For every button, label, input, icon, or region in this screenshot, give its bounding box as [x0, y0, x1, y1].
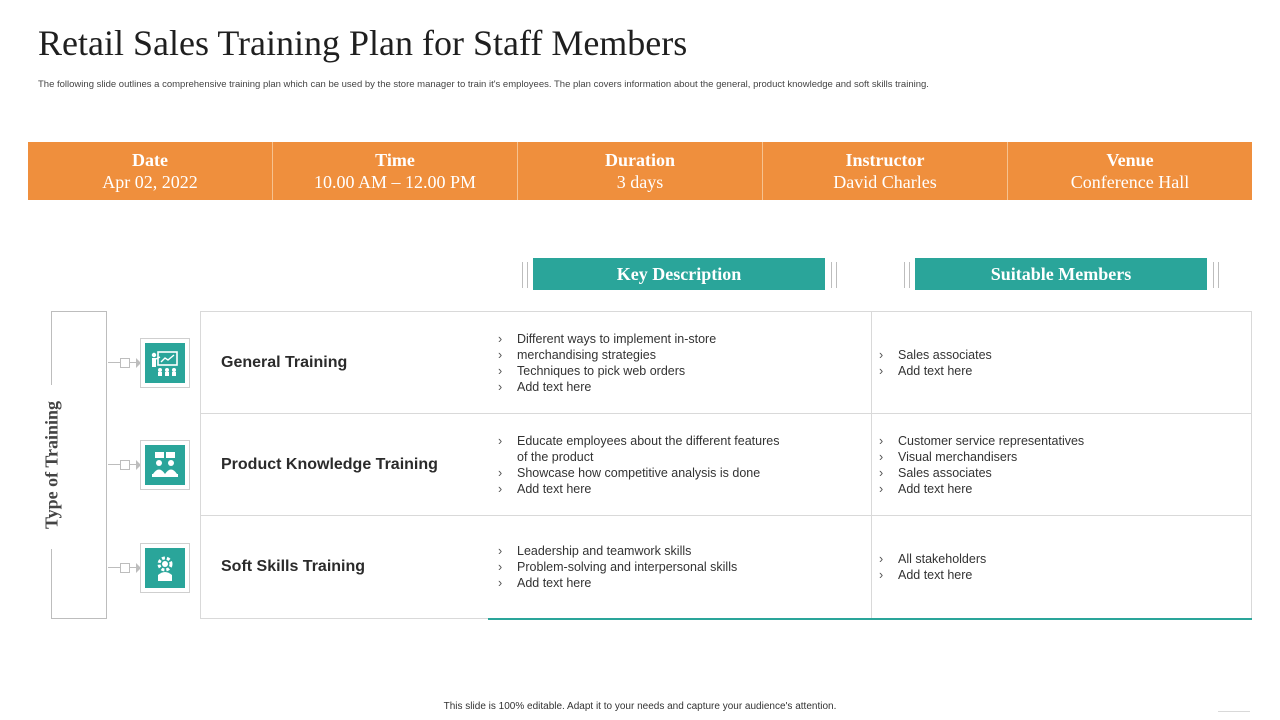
- list-item: › Visual merchandisers: [879, 449, 1219, 465]
- info-cell-venue: [1008, 142, 1252, 200]
- header-tick: [527, 262, 528, 288]
- session-info-bar: [28, 142, 1252, 200]
- icon-box-general: [140, 338, 190, 388]
- team-meeting-icon: [150, 451, 180, 479]
- info-cell-instructor: [763, 142, 1008, 200]
- key-description-list: [498, 433, 828, 497]
- header-tick: [836, 262, 837, 288]
- list-item: › Different ways to implement in-store: [498, 331, 828, 347]
- page-subtitle: The following slide outlines a comprehensive training plan which can be used by the store manager to train it's employees. The plan covers information about the general, product knowledge and soft skills training.: [38, 79, 929, 90]
- list-item: › Add text here: [498, 481, 828, 497]
- table-row: [201, 312, 1251, 414]
- row-connector: [108, 460, 140, 470]
- header-tick: [904, 262, 905, 288]
- list-item: › Add text here: [498, 379, 828, 395]
- training-type-title: Soft Skills Training: [221, 558, 366, 575]
- list-item: › All stakeholders: [879, 551, 1219, 567]
- corner-line: [1218, 711, 1250, 712]
- info-label: Venue: [1106, 150, 1154, 170]
- list-item: of the product: [517, 449, 594, 464]
- table-row: [201, 516, 1251, 618]
- row-connector: [108, 563, 140, 573]
- side-label: Type of Training: [41, 400, 62, 530]
- table-accent-line: [488, 618, 1252, 620]
- header-tick: [831, 262, 832, 288]
- key-description-list: [498, 331, 828, 395]
- info-label: Date: [132, 150, 168, 170]
- info-label: Duration: [604, 150, 675, 170]
- list-item: › Add text here: [879, 481, 1219, 497]
- list-item: › Techniques to pick web orders: [498, 363, 828, 379]
- info-value: Conference Hall: [1070, 172, 1190, 192]
- info-cell-time: [273, 142, 518, 200]
- header-tick: [522, 262, 523, 288]
- key-description-list: [498, 543, 828, 591]
- info-value: Apr 02, 2022: [102, 172, 198, 192]
- info-value: David Charles: [833, 172, 937, 192]
- presentation-icon: [150, 349, 180, 377]
- list-item: › Add text here: [498, 575, 828, 591]
- suitable-members-list: [879, 433, 1219, 497]
- training-type-title: General Training: [221, 353, 348, 371]
- info-cell-date: [28, 142, 273, 200]
- key-description-header: Key Description: [533, 258, 825, 290]
- footer-note: This slide is 100% editable. Adapt it to your needs and capture your audience's attention.: [443, 701, 837, 712]
- training-type-title: Product Knowledge Training: [221, 455, 438, 473]
- info-cell-duration: [518, 142, 763, 200]
- list-item: › Customer service representatives: [879, 433, 1219, 449]
- header-tick: [909, 262, 910, 288]
- list-item: › Add text here: [879, 567, 1219, 583]
- header-tick: [1218, 262, 1219, 288]
- training-table: [200, 311, 1252, 619]
- list-item: › Add text here: [879, 363, 1219, 379]
- info-value: 3 days: [616, 172, 664, 192]
- info-value: 10.00 AM – 12.00 PM: [313, 172, 477, 192]
- suitable-members-list: [879, 551, 1219, 583]
- info-label: Instructor: [845, 150, 925, 170]
- page-title: Retail Sales Training Plan for Staff Members: [38, 23, 688, 63]
- list-item: › Leadership and teamwork skills: [498, 543, 828, 559]
- list-item: › Showcase how competitive analysis is done: [498, 465, 828, 481]
- list-item: › merchandising strategies: [498, 347, 828, 363]
- table-row: [201, 414, 1251, 516]
- icon-box-product: [140, 440, 190, 490]
- suitable-members-list: [879, 347, 1219, 379]
- info-label: Time: [375, 150, 415, 170]
- gear-head-icon: [151, 554, 179, 582]
- icon-box-soft-skills: [140, 543, 190, 593]
- list-item: › Sales associates: [879, 347, 1219, 363]
- header-tick: [1213, 262, 1214, 288]
- list-item: › Educate employees about the different features: [498, 433, 828, 449]
- row-connector: [108, 358, 140, 368]
- suitable-members-header: Suitable Members: [915, 258, 1207, 290]
- list-item: › Sales associates: [879, 465, 1219, 481]
- list-item: › Problem-solving and interpersonal skills: [498, 559, 828, 575]
